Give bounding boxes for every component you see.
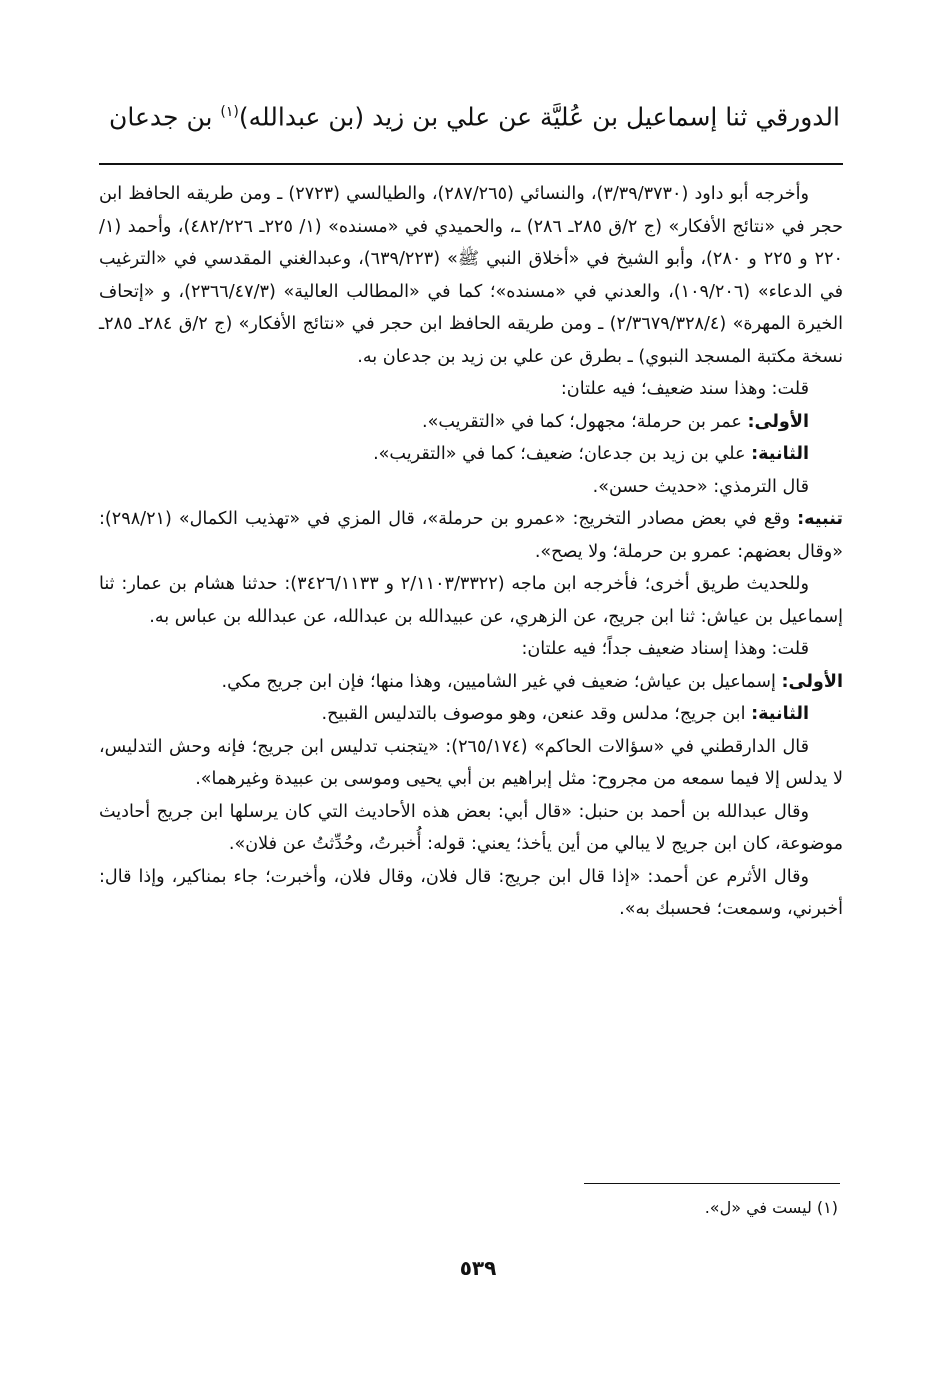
footnote-separator	[584, 1183, 840, 1184]
paragraph-text: إسماعيل بن عياش؛ ضعيف في غير الشاميين، وهذا منها؛ فإن ابن جريج مكي.	[221, 671, 782, 692]
paragraph-text: وقع في بعض مصادر التخريج: «عمرو بن حرملة»، قال المزي في «تهذيب الكمال» (٢٩٨/٢١): «وقال بعضهم: عمرو بن حرملة؛ ولا يصح».	[99, 509, 843, 562]
main-text-separator	[99, 163, 843, 165]
paragraph-text: وأخرجه أبو داود (٣/٣٩/٣٧٣٠)، والنسائي (٢٨٧/٢٦٥)، والطيالسي (٢٧٢٣) ـ ومن طريقه الحافظ ابن حجر في «نتائج الأفكار» (ج ٢/ق ٢٨٥ـ ٢٨٦) ـ، والحميدي في «مسنده» (١/ ٢٢٥ـ ٤٨٢/٢٢٦)، وأحمد (١/ ٢٢٠ و ٢٢٥ و ٢٨٠)، وأبو الشيخ في «أخلاق النبي ﷺ» (٦٣٩/٢٢٣)، وعبدالغني المقدسي في «الترغيب في الدعاء» (١٠٩/٢٠٦)، والعدني في «مسنده»؛ كما في «المطالب العالية» (٢٣٦٦/٤٧/٣)، و «إتحاف الخيرة المهرة» (٢/٣٦٧٩/٣٢٨/٤) ـ ومن طريقه الحافظ ابن حجر في «نتائج الأفكار» (ج ٢/ق ٢٨٤ـ ٢٨٥ـ نسخة مكتبة المسجد النبوي) ـ بطرق عن علي بن زيد بن جدعان به.	[99, 184, 844, 367]
paragraph-text: وقال الأثرم عن أحمد: «إذا قال ابن جريج: قال فلان، وقال فلان، وأخبرت؛ جاء بمناكير، وإذا قال: أخبرني، وسمعت؛ فحسبك به».	[99, 866, 843, 919]
paragraph-text: قلت: وهذا سند ضعيف؛ فيه علتان:	[560, 379, 809, 399]
footnote	[238, 1196, 838, 1220]
paragraph-text: ابن جريج؛ مدلس وقد عنعن، وهو موصوف بالتدليس القبيح.	[321, 704, 752, 724]
commentary-paragraph	[99, 438, 843, 471]
paragraph-text: وللحديث طريق أخرى؛ فأخرجه ابن ماجه (٢/١١٠٣/٣٣٢٢ و ٣٤٢٦/١١٣٣): حدثنا هشام بن عمار: ثنا إسماعيل بن عياش: ثنا ابن جريج، عن الزهري، عن عبيدالله بن عبدالله، عن عبدالله بن عباس به.	[99, 574, 843, 627]
paragraph-text: علي بن زيد بن جدعان؛ ضعيف؛ كما في «التقريب».	[373, 444, 752, 464]
footnote-text: ليست في «ل».	[704, 1198, 817, 1217]
paragraph-text: قال الترمذي: «حديث حسن».	[592, 476, 809, 497]
main-text-line	[100, 92, 840, 137]
commentary-paragraph	[99, 406, 843, 439]
paragraph-lead: الثانية:	[751, 444, 809, 464]
commentary-paragraph	[99, 666, 843, 699]
page-number: ٥٣٩	[459, 1256, 497, 1280]
commentary-paragraph	[99, 731, 843, 796]
commentary-paragraph	[99, 503, 843, 568]
paragraph-text: قلت: وهذا إسناد ضعيف جداً؛ فيه علتان:	[521, 639, 809, 659]
paragraph-lead: الأولى:	[747, 411, 809, 432]
commentary-paragraph	[99, 373, 843, 406]
commentary-paragraph	[99, 471, 843, 504]
main-text: الدورقي ثنا إسماعيل بن عُليَّة عن علي بن زيد (بن عبدالله)	[238, 102, 840, 132]
commentary-paragraph	[99, 633, 843, 666]
footnote-marker: (١)	[816, 1198, 838, 1217]
footnote-reference: (١)	[220, 104, 239, 120]
commentary-paragraph	[99, 568, 843, 633]
commentary-block	[99, 178, 843, 926]
paragraph-text: قال الدارقطني في «سؤالات الحاكم» (٢٦٥/١٧٤): «يتجنب تدليس ابن جريج؛ فإنه وحش التدليس، لا يدلس إلا فيما سمعه من مجروح: مثل إبراهيم بن أبي يحيى وموسى بن عبيدة وغيرهما».	[99, 736, 843, 789]
paragraph-lead: الأولى:	[781, 671, 843, 692]
paragraph-text: عمر بن حرملة؛ مجهول؛ كما في «التقريب».	[422, 411, 748, 432]
paragraph-lead: الثانية:	[751, 704, 809, 724]
commentary-paragraph	[99, 861, 843, 926]
commentary-paragraph	[99, 796, 843, 861]
paragraph-lead: تنبيه:	[797, 509, 843, 529]
commentary-paragraph	[99, 178, 843, 373]
commentary-paragraph	[99, 698, 843, 731]
main-text-tail: بن جدعان	[109, 102, 221, 132]
paragraph-text: وقال عبدالله بن أحمد بن حنبل: «قال أبي: بعض هذه الأحاديث التي كان يرسلها ابن جريج أحاديث موضوعة، كان ابن جريج لا يبالي من أين يأخذ؛ يعني: قوله: أُخبرتُ، وحُدِّثتُ عن فلان».	[99, 801, 843, 854]
